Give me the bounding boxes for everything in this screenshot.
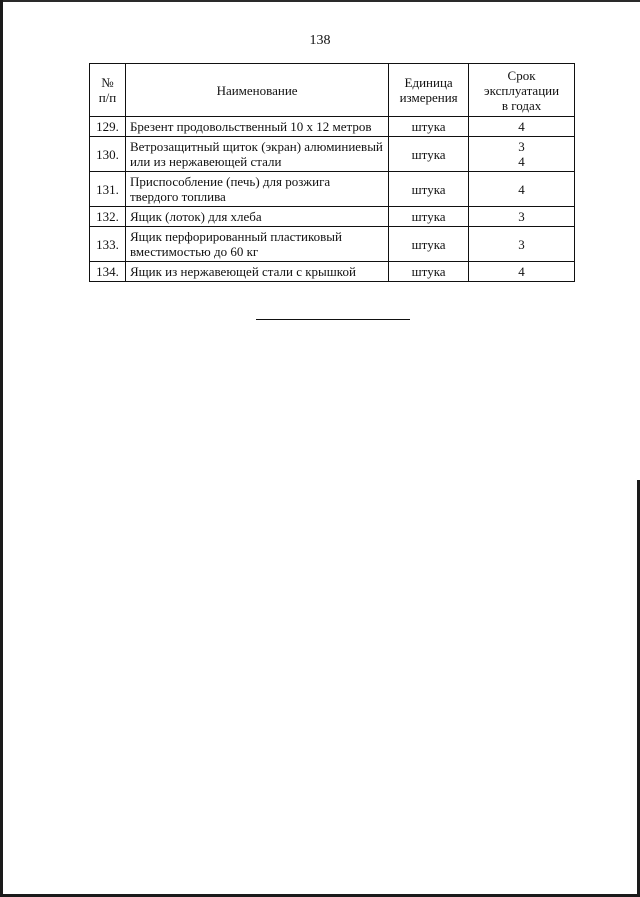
row-term: 4	[469, 117, 575, 137]
row-name: Ящик из нержавеющей стали с крышкой	[125, 262, 388, 282]
row-name: Приспособление (печь) для розжига твердого топлива	[125, 172, 388, 207]
row-name: Ящик (лоток) для хлеба	[125, 207, 388, 227]
row-number: 129.	[90, 117, 126, 137]
table-row	[90, 172, 575, 207]
row-number: 131.	[90, 172, 126, 207]
row-term: 3 4	[469, 137, 575, 172]
row-term: 3	[469, 227, 575, 262]
row-term: 4	[469, 262, 575, 282]
row-number: 132.	[90, 207, 126, 227]
header-name: Наименование	[125, 64, 388, 117]
header-unit: Единица измерения	[389, 64, 469, 117]
row-term: 4	[469, 172, 575, 207]
scan-edge-top	[0, 0, 640, 2]
table-header-row	[90, 64, 575, 117]
table-row	[90, 262, 575, 282]
row-term: 3	[469, 207, 575, 227]
items-table	[89, 63, 575, 282]
row-unit: штука	[389, 207, 469, 227]
end-separator-line	[256, 319, 410, 320]
row-name: Ветрозащитный щиток (экран) алюминиевый или из нержавеющей стали	[125, 137, 388, 172]
row-unit: штука	[389, 262, 469, 282]
row-unit: штука	[389, 172, 469, 207]
row-name: Ящик перфорированный пластиковый вместимостью до 60 кг	[125, 227, 388, 262]
row-number: 133.	[90, 227, 126, 262]
row-number: 130.	[90, 137, 126, 172]
row-name: Брезент продовольственный 10 х 12 метров	[125, 117, 388, 137]
row-number: 134.	[90, 262, 126, 282]
row-unit: штука	[389, 227, 469, 262]
row-unit: штука	[389, 117, 469, 137]
row-unit: штука	[389, 137, 469, 172]
header-number: № п/п	[90, 64, 126, 117]
table-row	[90, 227, 575, 262]
table-row	[90, 117, 575, 137]
table-row	[90, 137, 575, 172]
page-number: 138	[309, 33, 331, 48]
table-row	[90, 207, 575, 227]
header-term: Срок эксплуатации в годах	[469, 64, 575, 117]
scan-edge-left	[0, 0, 3, 897]
